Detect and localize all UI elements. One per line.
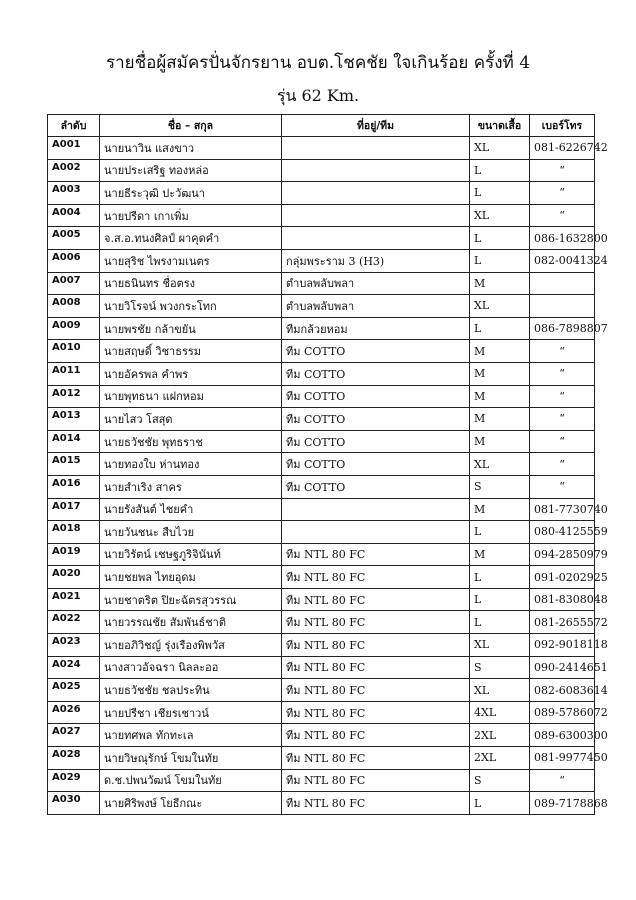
row-name: นางสาวอัจฉรา นิลละออ bbox=[100, 656, 282, 679]
row-phone: “ bbox=[530, 475, 595, 498]
row-name: จ.ส.อ.ทนงศิลป์ ผาคุดคำ bbox=[100, 227, 282, 250]
row-id: A021 bbox=[48, 588, 100, 611]
row-shirt-size: XL bbox=[470, 295, 530, 318]
table-row bbox=[48, 408, 595, 431]
row-name: นายอัครพล คำพร bbox=[100, 362, 282, 385]
table-row bbox=[48, 679, 595, 702]
row-name: นายสุริช ไพรงามเนตร bbox=[100, 249, 282, 272]
table-row bbox=[48, 317, 595, 340]
row-team: ตำบลพลับพลา bbox=[282, 272, 470, 295]
row-phone: 086-1632800 bbox=[530, 227, 595, 250]
row-phone: “ bbox=[530, 385, 595, 408]
table-row bbox=[48, 249, 595, 272]
row-id: A026 bbox=[48, 701, 100, 724]
row-name: นายทศพล ทักทะเล bbox=[100, 724, 282, 747]
row-team: ทีม NTL 80 FC bbox=[282, 679, 470, 702]
row-team: ทีม NTL 80 FC bbox=[282, 724, 470, 747]
row-team bbox=[282, 159, 470, 182]
row-id: A025 bbox=[48, 679, 100, 702]
row-team: ทีม NTL 80 FC bbox=[282, 611, 470, 634]
row-team: ทีม COTTO bbox=[282, 408, 470, 431]
row-phone: 094-2850979 bbox=[530, 543, 595, 566]
table-row bbox=[48, 385, 595, 408]
row-id: A009 bbox=[48, 317, 100, 340]
row-id: A018 bbox=[48, 521, 100, 544]
row-team: ทีม NTL 80 FC bbox=[282, 769, 470, 792]
row-name: นายไสว โสสุด bbox=[100, 408, 282, 431]
table-row bbox=[48, 204, 595, 227]
row-phone: 081-7730740 bbox=[530, 498, 595, 521]
header-shirt-size: ขนาดเสื้อ bbox=[470, 115, 530, 137]
table-row bbox=[48, 634, 595, 657]
row-id: A005 bbox=[48, 227, 100, 250]
row-phone: “ bbox=[530, 340, 595, 363]
row-name: นายประเสริฐ ทองหล่อ bbox=[100, 159, 282, 182]
row-shirt-size: 4XL bbox=[470, 701, 530, 724]
row-team bbox=[282, 182, 470, 205]
row-phone: “ bbox=[530, 204, 595, 227]
row-team: ทีม NTL 80 FC bbox=[282, 747, 470, 770]
row-shirt-size: M bbox=[470, 430, 530, 453]
row-team bbox=[282, 204, 470, 227]
document-subtitle: รุ่น 62 Km. bbox=[276, 86, 360, 105]
row-id: A012 bbox=[48, 385, 100, 408]
row-phone: 081-8308048 bbox=[530, 588, 595, 611]
row-shirt-size: XL bbox=[470, 634, 530, 657]
row-phone: “ bbox=[530, 362, 595, 385]
table-row bbox=[48, 543, 595, 566]
row-id: A017 bbox=[48, 498, 100, 521]
row-id: A004 bbox=[48, 204, 100, 227]
header-order: ลำดับ bbox=[48, 115, 100, 137]
table-row bbox=[48, 747, 595, 770]
row-id: A011 bbox=[48, 362, 100, 385]
row-shirt-size: XL bbox=[470, 679, 530, 702]
header-phone: เบอร์โทร bbox=[530, 115, 595, 137]
row-phone bbox=[530, 272, 595, 295]
row-shirt-size: M bbox=[470, 385, 530, 408]
row-id: A029 bbox=[48, 769, 100, 792]
row-phone: 081-2655572 bbox=[530, 611, 595, 634]
document-title: รายชื่อผู้สมัครปั่นจักรยาน อบต.โชคชัย ใจเกินร้อย ครั้งที่ 4 bbox=[105, 53, 531, 73]
row-id: A019 bbox=[48, 543, 100, 566]
row-id: A022 bbox=[48, 611, 100, 634]
row-name: นายรังสันต์ ไชยคำ bbox=[100, 498, 282, 521]
row-shirt-size: S bbox=[470, 769, 530, 792]
row-shirt-size: M bbox=[470, 362, 530, 385]
row-team: ทีม COTTO bbox=[282, 385, 470, 408]
table-row bbox=[48, 588, 595, 611]
row-shirt-size: S bbox=[470, 475, 530, 498]
row-name: นายชาตริต ปิยะฉัตรสุวรรณ bbox=[100, 588, 282, 611]
table-row bbox=[48, 792, 595, 815]
row-id: A013 bbox=[48, 408, 100, 431]
row-phone: 091-0202925 bbox=[530, 566, 595, 589]
row-name: นายวรรณชัย สัมพันธ์ชาติ bbox=[100, 611, 282, 634]
row-shirt-size: XL bbox=[470, 453, 530, 476]
table-row bbox=[48, 769, 595, 792]
row-shirt-size: L bbox=[470, 521, 530, 544]
row-id: A028 bbox=[48, 747, 100, 770]
row-shirt-size: M bbox=[470, 408, 530, 431]
row-team: ทีม NTL 80 FC bbox=[282, 566, 470, 589]
header-team: ที่อยู่/ทีม bbox=[282, 115, 470, 137]
row-team: ทีม NTL 80 FC bbox=[282, 588, 470, 611]
row-shirt-size: XL bbox=[470, 204, 530, 227]
row-team: ทีม NTL 80 FC bbox=[282, 792, 470, 815]
row-team: ทีม NTL 80 FC bbox=[282, 634, 470, 657]
table-header-row bbox=[48, 115, 595, 137]
row-name: นายอภิวิชญ์ รุ่งเรืองพิพวัส bbox=[100, 634, 282, 657]
row-team: ทีม NTL 80 FC bbox=[282, 656, 470, 679]
row-name: นายพรชัย กล้าขยัน bbox=[100, 317, 282, 340]
row-shirt-size: L bbox=[470, 611, 530, 634]
row-phone: “ bbox=[530, 453, 595, 476]
row-id: A023 bbox=[48, 634, 100, 657]
row-id: A030 bbox=[48, 792, 100, 815]
row-phone: 090-2414651 bbox=[530, 656, 595, 679]
table-row bbox=[48, 453, 595, 476]
row-name: นายชยพล ไทยอุดม bbox=[100, 566, 282, 589]
row-phone: 081-9977450 bbox=[530, 747, 595, 770]
row-id: A015 bbox=[48, 453, 100, 476]
row-id: A001 bbox=[48, 137, 100, 160]
table-row bbox=[48, 521, 595, 544]
table-row bbox=[48, 295, 595, 318]
row-name: นายวันชนะ สืบไวย bbox=[100, 521, 282, 544]
row-phone: “ bbox=[530, 769, 595, 792]
row-team: ทีม COTTO bbox=[282, 453, 470, 476]
row-name: นายสำเริง สาคร bbox=[100, 475, 282, 498]
row-shirt-size: L bbox=[470, 588, 530, 611]
row-phone: 082-6083614 bbox=[530, 679, 595, 702]
row-shirt-size: M bbox=[470, 340, 530, 363]
row-name: นายธีระวุฒิ ปะวัฒนา bbox=[100, 182, 282, 205]
table-row bbox=[48, 137, 595, 160]
table-row bbox=[48, 724, 595, 747]
row-shirt-size: M bbox=[470, 272, 530, 295]
table-row bbox=[48, 701, 595, 724]
row-name: นายสฤษดิ์ วิชาธรรม bbox=[100, 340, 282, 363]
row-id: A003 bbox=[48, 182, 100, 205]
table-row bbox=[48, 272, 595, 295]
row-name: นายธวัชชัย พุทธราช bbox=[100, 430, 282, 453]
row-shirt-size: 2XL bbox=[470, 724, 530, 747]
row-team bbox=[282, 498, 470, 521]
row-team: กลุ่มพระราม 3 (H3) bbox=[282, 249, 470, 272]
table-row bbox=[48, 566, 595, 589]
header-name: ชื่อ – สกุล bbox=[100, 115, 282, 137]
row-team bbox=[282, 227, 470, 250]
row-phone: 082-0041324 bbox=[530, 249, 595, 272]
row-shirt-size: L bbox=[470, 249, 530, 272]
row-name: นายทองใบ ห่านทอง bbox=[100, 453, 282, 476]
row-name: นายปรีชา เชียรเชาวน์ bbox=[100, 701, 282, 724]
row-phone: “ bbox=[530, 182, 595, 205]
row-phone: 089-5786072 bbox=[530, 701, 595, 724]
row-team: ทีม NTL 80 FC bbox=[282, 701, 470, 724]
row-name: นายพุทธนา แฝกหอม bbox=[100, 385, 282, 408]
row-team: ทีม COTTO bbox=[282, 362, 470, 385]
row-team: ตำบลพลับพลา bbox=[282, 295, 470, 318]
row-id: A002 bbox=[48, 159, 100, 182]
table-row bbox=[48, 611, 595, 634]
table-row bbox=[48, 362, 595, 385]
row-id: A016 bbox=[48, 475, 100, 498]
row-shirt-size: L bbox=[470, 182, 530, 205]
table-row bbox=[48, 340, 595, 363]
row-phone: 086-7898807 bbox=[530, 317, 595, 340]
row-team: ทีม COTTO bbox=[282, 475, 470, 498]
table-row bbox=[48, 430, 595, 453]
table-row bbox=[48, 498, 595, 521]
row-id: A027 bbox=[48, 724, 100, 747]
row-team bbox=[282, 521, 470, 544]
row-name: นายวิโรจน์ พวงกระโทก bbox=[100, 295, 282, 318]
row-shirt-size: L bbox=[470, 792, 530, 815]
row-shirt-size: XL bbox=[470, 137, 530, 160]
registrant-table bbox=[47, 114, 608, 815]
row-team: ทีมกล้วยหอม bbox=[282, 317, 470, 340]
row-name: นายธวัชชัย ชลประทิน bbox=[100, 679, 282, 702]
row-phone bbox=[530, 295, 595, 318]
table-row bbox=[48, 656, 595, 679]
row-id: A020 bbox=[48, 566, 100, 589]
row-phone: 092-9018118 bbox=[530, 634, 595, 657]
row-id: A024 bbox=[48, 656, 100, 679]
row-phone: “ bbox=[530, 408, 595, 431]
row-shirt-size: 2XL bbox=[470, 747, 530, 770]
row-name: นายปรีดา เกาเพิ่ม bbox=[100, 204, 282, 227]
row-name: นายนาวิน แสงขาว bbox=[100, 137, 282, 160]
table-body bbox=[48, 137, 608, 815]
row-name: นายวิรัตน์ เชษฐภูริจินันท์ bbox=[100, 543, 282, 566]
row-shirt-size: M bbox=[470, 498, 530, 521]
row-name: ด.ช.ปพนวัฒน์ โขมในทัย bbox=[100, 769, 282, 792]
row-shirt-size: L bbox=[470, 227, 530, 250]
row-team: ทีม NTL 80 FC bbox=[282, 543, 470, 566]
row-team: ทีม COTTO bbox=[282, 430, 470, 453]
row-phone: 089-7178868 bbox=[530, 792, 595, 815]
table-row bbox=[48, 475, 595, 498]
row-id: A010 bbox=[48, 340, 100, 363]
row-shirt-size: L bbox=[470, 317, 530, 340]
row-team bbox=[282, 137, 470, 160]
row-id: A008 bbox=[48, 295, 100, 318]
row-shirt-size: L bbox=[470, 566, 530, 589]
row-phone: 081-6226742 bbox=[530, 137, 595, 160]
row-phone: “ bbox=[530, 430, 595, 453]
table-row bbox=[48, 182, 595, 205]
row-phone: “ bbox=[530, 159, 595, 182]
row-shirt-size: M bbox=[470, 543, 530, 566]
row-team: ทีม COTTO bbox=[282, 340, 470, 363]
table-row bbox=[48, 227, 595, 250]
row-phone: 080-4125559 bbox=[530, 521, 595, 544]
row-id: A007 bbox=[48, 272, 100, 295]
row-shirt-size: S bbox=[470, 656, 530, 679]
row-id: A014 bbox=[48, 430, 100, 453]
row-shirt-size: L bbox=[470, 159, 530, 182]
row-name: นายวิษณุรักษ์ โขมในทัย bbox=[100, 747, 282, 770]
row-name: นายศิริพงษ์ โยธีกณะ bbox=[100, 792, 282, 815]
table-row bbox=[48, 159, 595, 182]
row-phone: 089-6300300 bbox=[530, 724, 595, 747]
row-id: A006 bbox=[48, 249, 100, 272]
row-name: นายธนินทร ชื่อตรง bbox=[100, 272, 282, 295]
